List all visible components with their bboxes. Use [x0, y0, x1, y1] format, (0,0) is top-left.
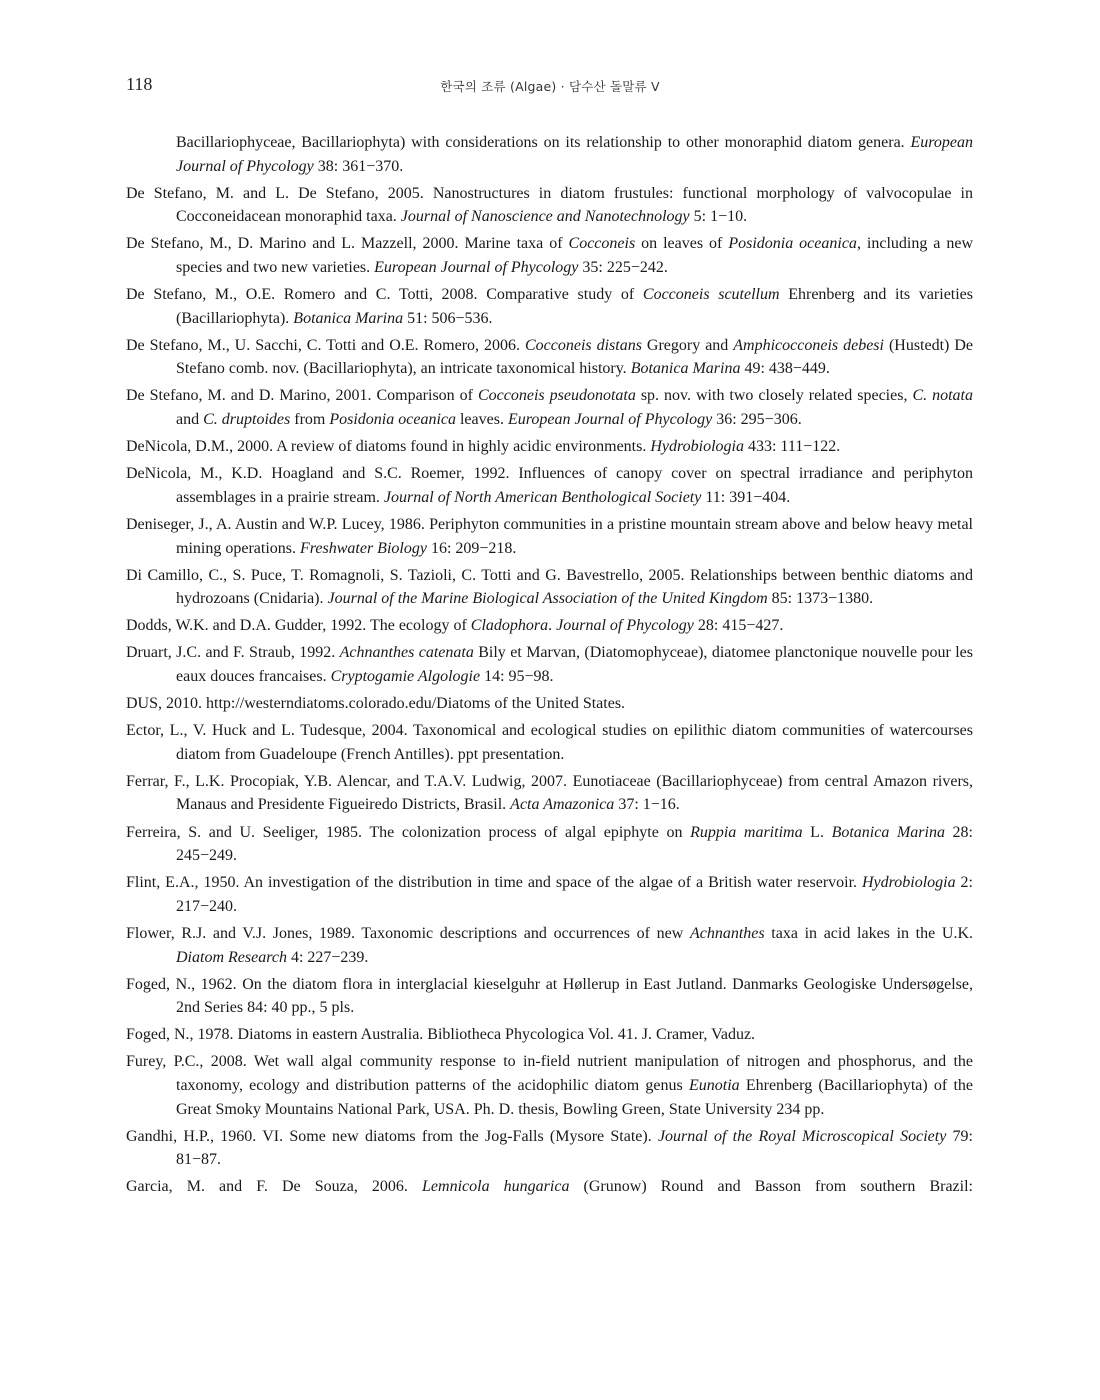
italic-run: Cocconeis pseudonotata — [477, 387, 636, 405]
text-run: DeNicola, D.M., 2000. A review of diatoms found in highly acidic environments. — [126, 438, 651, 456]
italic-run: Cocconeis scutellum — [642, 286, 780, 304]
text-run: 28: 245−249. — [176, 823, 973, 865]
text-run: Druart, J.C. and F. Straub, 1992. — [126, 644, 340, 662]
italic-run: Hydrobiologia — [650, 438, 744, 456]
text-run: 433: 111−122. — [743, 438, 841, 456]
reference-entry — [126, 1050, 973, 1121]
text-run: Ferreira, S. and U. Seeliger, 1985. The colonization process of algal epiphyte on — [126, 823, 691, 841]
text-run: De Stefano, M. and D. Marino, 2001. Comparison of — [126, 387, 478, 405]
reference-entry — [126, 1023, 973, 1047]
text-run: sp. nov. with two closely related species, — [635, 387, 913, 405]
text-run: 37: 1−16. — [614, 796, 680, 814]
italic-run: European Journal of Phycology — [507, 411, 713, 429]
italic-run: C. druptoides — [203, 411, 291, 429]
text-run: Gandhi, H.P., 1960. VI. Some new diatoms from the Jog-Falls (Mysore State). — [126, 1127, 658, 1145]
reference-entry — [126, 283, 973, 330]
text-run: (Grunow) Round and Basson from southern Brazil: — [569, 1178, 973, 1196]
text-run: and — [176, 411, 204, 429]
reference-entry — [126, 334, 973, 381]
italic-run: Botanica Marina — [831, 823, 945, 841]
text-run: Ector, L., V. Huck and L. Tudesque, 2004. Taxonomical and ecological studies on epilithic diatom communities of watercourses diatom from Guadeloupe (French Antilles). ppt presentation. — [126, 722, 973, 763]
italic-run: Botanica Marina — [630, 360, 741, 378]
italic-run: Acta Amazonica — [510, 796, 615, 814]
text-run: 4: 227−239. — [286, 948, 369, 966]
page-number: 118 — [126, 74, 153, 94]
text-run: De Stefano, M., O.E. Romero and C. Totti, 2008. Comparative study of — [126, 286, 643, 304]
italic-run: Lemnicola hungarica — [422, 1178, 570, 1196]
reference-entry — [126, 564, 973, 611]
text-run: Ehrenberg and its varieties (Bacillariophyta). — [176, 286, 974, 327]
reference-list — [126, 131, 973, 1202]
italic-run: European Journal of Phycology — [176, 134, 973, 175]
text-run: DeNicola, M., K.D. Hoagland and S.C. Roemer, 1992. Influences of canopy cover on spectral irradiance and periphyton assemblages in a prairie stream. — [126, 465, 973, 506]
text-run: Furey, P.C., 2008. Wet wall algal community response to in-field nutrient manipulation of nitrogen and phosphorus, and the taxonomy, ecology and distribution patterns of the acidophilic diatom genus — [126, 1053, 973, 1094]
text-run: Bacillariophyceae, Bacillariophyta) with considerations on its relationship to other monoraphid diatom genera. — [176, 134, 911, 151]
reference-entry — [126, 719, 973, 766]
italic-run: Cocconeis distans — [524, 336, 642, 354]
text-run: L. — [802, 823, 832, 841]
text-run: Garcia, M. and F. De Souza, 2006. — [126, 1178, 423, 1196]
italic-run: Freshwater Biology — [299, 539, 427, 557]
text-run: , including a new species and two new varieties. — [176, 235, 974, 276]
reference-entry — [126, 922, 973, 969]
text-run: Bily et Marvan, (Diatomophyceae), diatomee planctonique nouvelle pour les eaux douces francaises. — [176, 644, 973, 685]
text-run: Flower, R.J. and V.J. Jones, 1989. Taxonomic descriptions and occurrences of new — [126, 924, 690, 942]
text-run: 36: 295−306. — [712, 411, 802, 429]
text-run: 11: 391−404. — [701, 488, 791, 506]
italic-run: Amphicocconeis debesi — [733, 336, 884, 354]
italic-run: European Journal of Phycology — [374, 258, 579, 276]
text-run: from — [290, 411, 330, 429]
italic-run: Diatom Research — [176, 948, 287, 966]
reference-entry — [126, 1125, 973, 1172]
italic-run: Botanica Marina — [293, 309, 404, 327]
text-run: leaves. — [455, 411, 508, 429]
text-run: Di Camillo, C., S. Puce, T. Romagnoli, S. Tazioli, C. Totti and G. Bavestrello, 2005. Relationships between benthic diatoms and hydrozoans (Cnidaria). — [126, 566, 973, 608]
text-run: Gregory and — [641, 336, 734, 354]
reference-entry — [126, 692, 973, 716]
text-run: 28: 415−427. — [693, 617, 784, 635]
italic-run: Posidonia oceanica — [329, 411, 456, 429]
text-run: 14: 95−98. — [480, 667, 554, 685]
text-run: . — [548, 617, 557, 635]
text-run: De Stefano, M. and L. De Stefano, 2005. Nanostructures in diatom frustules: functional morphology of valvocopulae in Cocconeidacean monoraphid taxa. — [126, 184, 973, 226]
italic-run: Journal of Phycology — [556, 617, 694, 635]
reference-entry — [126, 614, 973, 638]
reference-entry — [126, 770, 973, 817]
reference-entry — [126, 513, 973, 560]
italic-run: Journal of Nanoscience and Nanotechnology — [400, 208, 690, 226]
text-run: Deniseger, J., A. Austin and W.P. Lucey, 1986. Periphyton communities in a pristine mountain stream above and below heavy metal mining operations. — [126, 515, 973, 557]
text-run: Dodds, W.K. and D.A. Gudder, 1992. The ecology of — [126, 617, 471, 635]
text-run: 35: 225−242. — [578, 258, 668, 276]
text-run: 16: 209−218. — [426, 539, 517, 557]
reference-entry — [126, 384, 973, 431]
reference-entry — [126, 821, 973, 868]
italic-run: Journal of the Marine Biological Association of the United Kingdom — [327, 590, 768, 608]
text-run: 49: 438−449. — [740, 360, 830, 378]
text-run: De Stefano, M., D. Marino and L. Mazzell, 2000. Marine taxa of — [126, 235, 569, 253]
italic-run: Achnanthes catenata — [339, 644, 474, 662]
italic-run: Ruppia maritima — [690, 823, 803, 841]
italic-run: Cocconeis — [568, 235, 636, 253]
text-run: 38: 361−370. — [313, 157, 404, 175]
text-run: on leaves of — [635, 235, 729, 253]
text-run: 85: 1373−1380. — [767, 590, 874, 608]
text-run: De Stefano, M., U. Sacchi, C. Totti and O.E. Romero, 2006. — [126, 336, 525, 354]
italic-run: Achnanthes — [689, 924, 765, 942]
italic-run: Cladophora — [470, 617, 549, 635]
reference-entry — [126, 435, 973, 459]
text-run: 51: 506−536. — [403, 309, 493, 327]
reference-entry — [126, 131, 973, 178]
italic-run: Cryptogamie Algologie — [330, 667, 481, 685]
text-run: Foged, N., 1962. On the diatom flora in interglacial kieselguhr at Høllerup in East Jutland. Danmarks Geologiske Undersøgelse, 2nd Series 84: 40 pp., 5 pls. — [126, 975, 973, 1017]
text-run: Flint, E.A., 1950. An investigation of the distribution in time and space of the algae of a British water reservoir. — [126, 874, 862, 892]
reference-entry — [126, 1175, 973, 1199]
text-run: 2: 217−240. — [176, 874, 973, 915]
italic-run: Journal of the Royal Microscopical Society — [657, 1127, 947, 1145]
reference-entry — [126, 871, 973, 918]
reference-entry — [126, 462, 973, 509]
text-run: 5: 1−10. — [689, 208, 748, 226]
italic-run: C. notata — [912, 387, 974, 405]
reference-entry — [126, 641, 973, 688]
text-run: Foged, N., 1978. Diatoms in eastern Australia. Bibliotheca Phycologica Vol. 41. J. Cramer, Vaduz. — [126, 1026, 756, 1044]
italic-run: Eunotia — [688, 1076, 740, 1094]
text-run: (Hustedt) De Stefano comb. nov. (Bacillariophyta), an intricate taxonomical history. — [176, 336, 973, 378]
reference-entry — [126, 182, 973, 229]
text-run: DUS, 2010. http://westerndiatoms.colorado.edu/Diatoms of the United States. — [126, 695, 626, 713]
italic-run: Hydrobiologia — [861, 874, 956, 892]
italic-run: Posidonia oceanica — [728, 235, 857, 253]
text-run: taxa in acid lakes in the U.K. — [764, 924, 974, 942]
running-header: 한국의 조류 (Algae) · 담수산 돌말류 V — [440, 79, 660, 94]
text-run: Ferrar, F., L.K. Procopiak, Y.B. Alencar, and T.A.V. Ludwig, 2007. Eunotiaceae (Bacillariophyceae) from central Amazon rivers, Manaus and Presidente Figueiredo Districts, Brasil. — [126, 772, 973, 814]
reference-entry — [126, 232, 973, 279]
text-run: 79: 81−87. — [176, 1127, 973, 1169]
text-run: Ehrenberg (Bacillariophyta) of the Great Smoky Mountains National Park, USA. Ph. D. thesis, Bowling Green, State University 234 pp. — [176, 1076, 973, 1118]
italic-run: Journal of North American Benthological Society — [383, 488, 702, 506]
reference-entry — [126, 973, 973, 1020]
